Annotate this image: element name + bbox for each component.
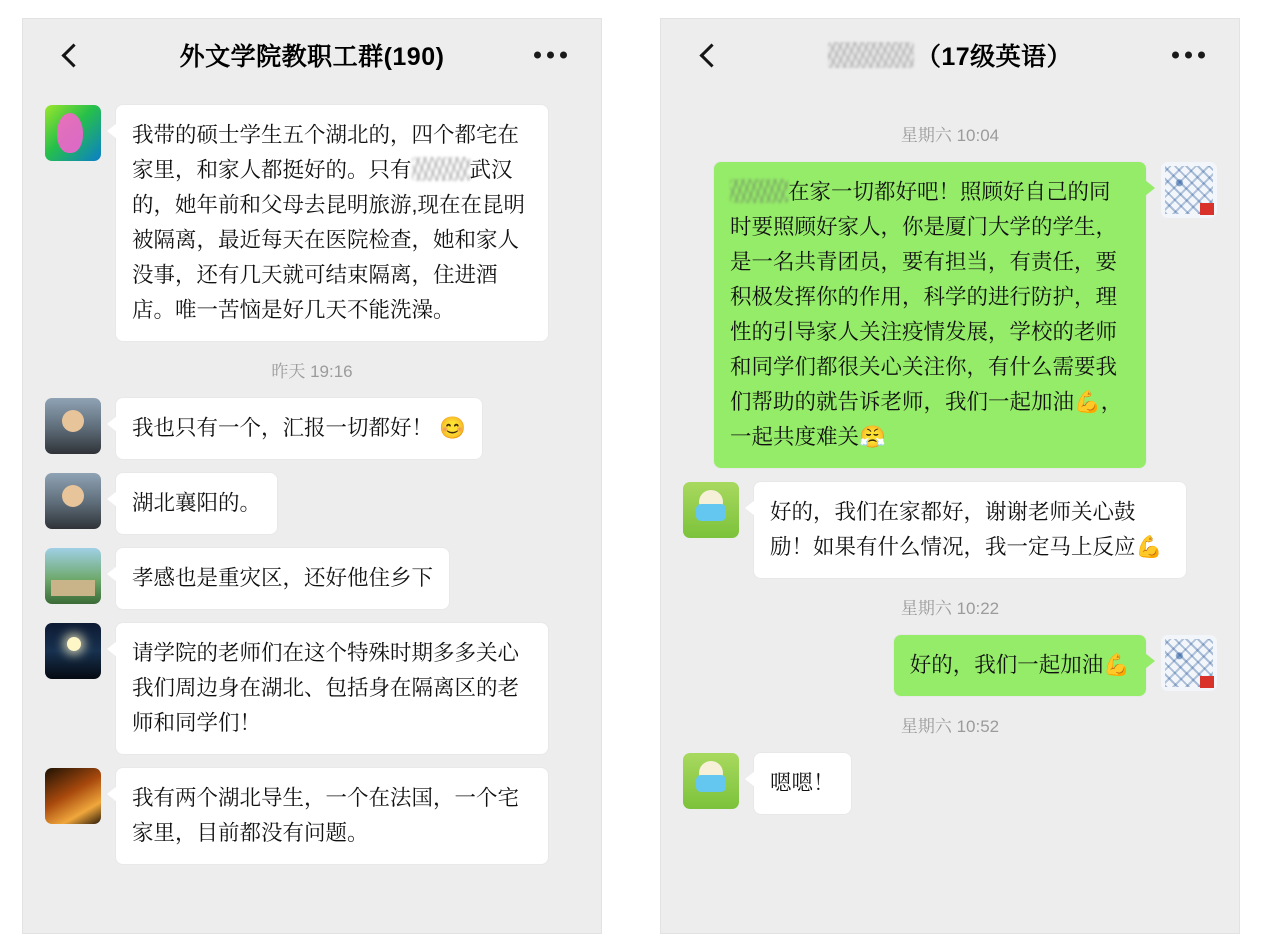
avatar-masked-cartoon[interactable]	[683, 753, 739, 809]
message-timestamp: 星期六 10:22	[900, 599, 1000, 618]
message-timestamp: 星期六 10:52	[900, 717, 1000, 736]
message-row	[23, 105, 601, 341]
nav-bar-right	[661, 19, 1239, 91]
message-row	[23, 623, 601, 754]
message-bubble[interactable]: 孝感也是重灾区，还好他住乡下	[116, 548, 449, 609]
avatar-masked-cartoon[interactable]	[683, 482, 739, 538]
message-bubble[interactable]: 我也只有一个，汇报一切都好！ 😊	[116, 398, 482, 459]
message-row	[23, 473, 601, 534]
message-bubble[interactable]: 在家一切都好吧！照顾好自己的同时要照顾好家人，你是厦门大学的学生，是一名共青团员，要有担当，有责任，要积极发挥你的作用，科学的进行防护，理性的引导家人关注疫情发展，学校的老师和同学们都很关心关注你，有什么需要我们帮助的就告诉老师，我们一起加油💪，一起共度难关😤	[714, 162, 1146, 468]
avatar-man-photo[interactable]	[45, 473, 101, 529]
red-stamp-icon	[1200, 203, 1214, 215]
page-title: 外文学院教职工群(190)	[179, 43, 445, 71]
message-bubble[interactable]: 请学院的老师们在这个特殊时期多多关心我们周边身在湖北、包括身在隔离区的老师和同学们！	[116, 623, 548, 754]
message-bubble[interactable]: 我有两个湖北导生，一个在法国，一个宅家里，目前都没有问题。	[116, 768, 548, 864]
avatar-night-sea-photo[interactable]	[45, 623, 101, 679]
back-icon[interactable]	[697, 44, 719, 66]
message-row	[661, 162, 1239, 468]
red-stamp-icon	[1200, 676, 1214, 688]
chat-panel-left	[22, 18, 602, 934]
back-icon[interactable]	[59, 44, 81, 66]
message-list-left[interactable]	[23, 91, 601, 933]
avatar-fire-photo[interactable]	[45, 768, 101, 824]
avatar-blue-pattern[interactable]	[1161, 635, 1217, 691]
message-bubble[interactable]: 我带的硕士学生五个湖北的，四个都宅在家里，和家人都挺好的。只有 武汉的，她年前和父母去昆明旅游,现在在昆明被隔离，最近每天在医院检查，她和家人没事，还有几天就可结束隔离，住进酒店。唯一苦恼是好几天不能洗澡。	[116, 105, 548, 341]
avatar-campus-photo[interactable]	[45, 548, 101, 604]
message-timestamp: 昨天 19:16	[271, 362, 353, 381]
message-row	[23, 768, 601, 864]
redacted-name-block	[412, 157, 470, 181]
masked-name-block	[828, 42, 914, 68]
page-title	[828, 37, 1072, 73]
redacted-name-block	[730, 179, 788, 203]
message-bubble[interactable]: 好的，我们在家都好，谢谢老师关心鼓励！如果有什么情况，我一定马上反应💪	[754, 482, 1186, 578]
message-bubble[interactable]: 嗯嗯！	[754, 753, 851, 814]
more-dots-icon[interactable]	[1172, 52, 1205, 59]
avatar-green-abstract[interactable]	[45, 105, 101, 161]
chat-panel-right	[660, 18, 1240, 934]
message-bubble[interactable]: 好的，我们一起加油💪	[894, 635, 1146, 696]
message-bubble[interactable]: 湖北襄阳的。	[116, 473, 277, 534]
page-title-text: （17级英语）	[915, 43, 1073, 71]
message-list-right[interactable]	[661, 91, 1239, 933]
avatar-man-photo[interactable]	[45, 398, 101, 454]
message-row	[23, 398, 601, 459]
nav-bar-left	[23, 19, 601, 91]
avatar-blue-pattern[interactable]	[1161, 162, 1217, 218]
message-row	[23, 548, 601, 609]
more-dots-icon[interactable]	[534, 52, 567, 59]
message-row	[661, 482, 1239, 578]
message-timestamp: 星期六 10:04	[900, 126, 1000, 145]
message-row	[661, 753, 1239, 814]
message-row	[661, 635, 1239, 696]
